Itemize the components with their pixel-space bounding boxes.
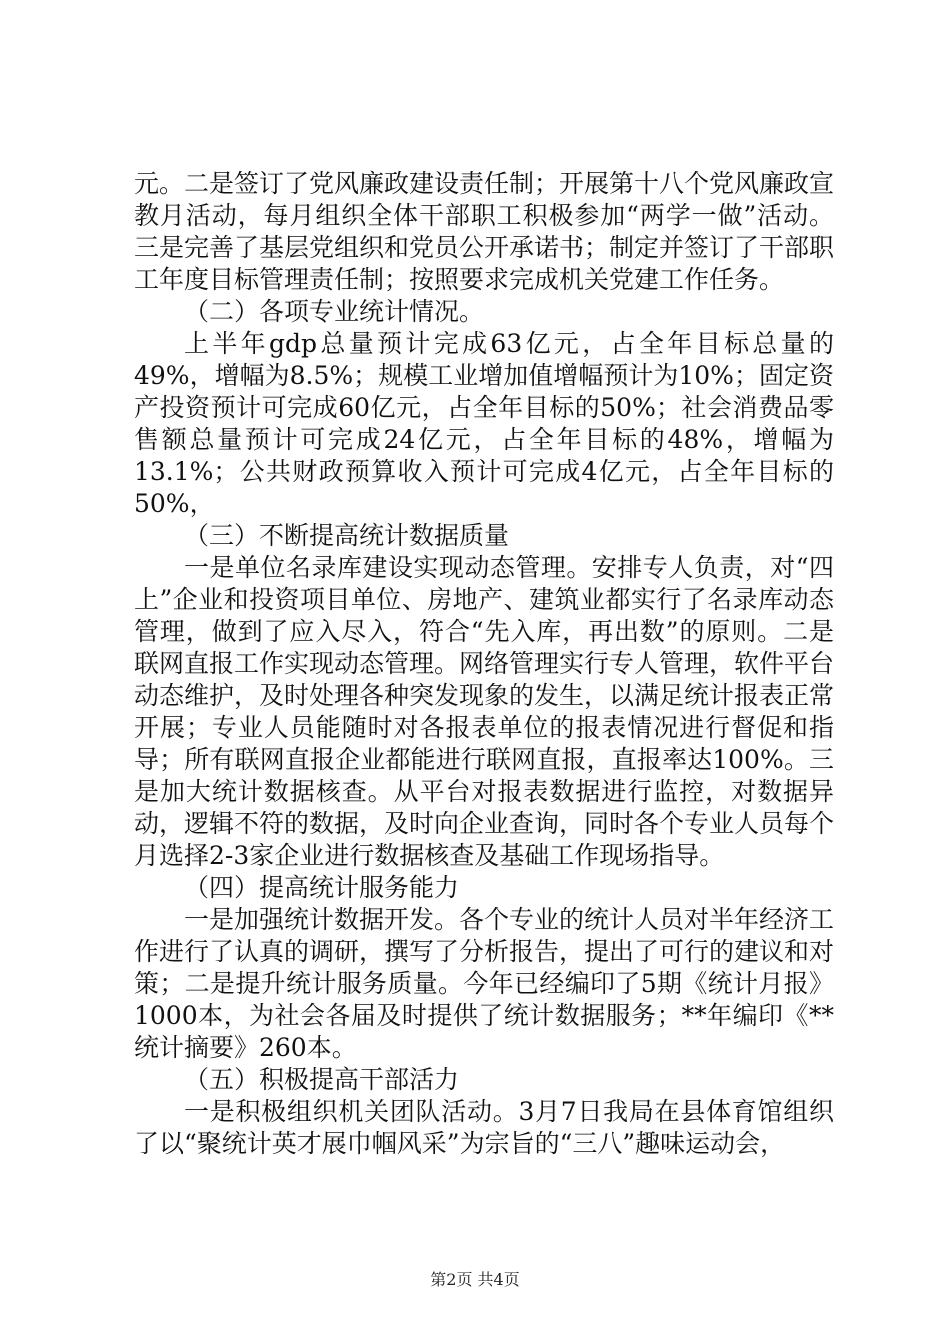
paragraph-statistics: 上半年gdp总量预计完成63亿元，占全年目标总量的49%，增幅为8.5%；规模工业增加值增幅预计为10%；固定资产投资预计可完成60亿元，占全年目标的50%；社会消费品零售额总量预计可完成24亿元，占全年目标的48%，增幅为13.1%；公共财政预算收入预计可完成4亿元，占全年目标的50%， [134,329,834,518]
section-heading-2: （二）各项专业统计情况。 [184,297,485,326]
section-heading-4: （四）提高统计服务能力 [184,873,460,902]
paragraph-vitality: 一是积极组织机关团队活动。3月7日我局在县体育馆组织了以“聚统计英才展巾帼风采”为宗旨的“三八”趣味运动会， [134,1097,834,1158]
section-heading-3: （三）不断提高统计数据质量 [184,521,510,550]
page-number-label: 第2页 共4页 [430,1270,520,1289]
section-heading-5: （五）积极提高干部活力 [184,1065,460,1094]
page-footer [0,1270,950,1290]
paragraph-service: 一是加强统计数据开发。各个专业的统计人员对半年经济工作进行了认真的调研，撰写了分析报告，提出了可行的建议和对策；二是提升统计服务质量。今年已经编印了5期《统计月报》1000本，为社会各届及时提供了统计数据服务；**年编印《**统计摘要》260本。 [134,905,835,1062]
paragraph-continuation: 元。二是签订了党风廉政建设责任制；开展第十八个党风廉政宣教月活动，每月组织全体干部职工积极参加“两学一做”活动。三是完善了基层党组织和党员公开承诺书；制定并签订了干部职工年度目标管理责任制；按照要求完成机关党建工作任务。 [134,169,835,294]
paragraph-data-quality: 一是单位名录库建设实现动态管理。安排专人负责，对“四上”企业和投资项目单位、房地产、建筑业都实行了名录库动态管理，做到了应入尽入，符合“先入库，再出数”的原则。二是联网直报工作实现动态管理。网络管理实行专人管理，软件平台动态维护，及时处理各种突发现象的发生，以满足统计报表正常开展；专业人员能随时对各报表单位的报表情况进行督促和指导；所有联网直报企业都能进行联网直报，直报率达100%。三是加大统计数据核查。从平台对报表数据进行监控，对数据异动，逻辑不符的数据，及时向企业查询，同时各个专业人员每个月选择2-3家企业进行数据核查及基础工作现场指导。 [134,553,835,870]
document-body [134,168,834,1160]
